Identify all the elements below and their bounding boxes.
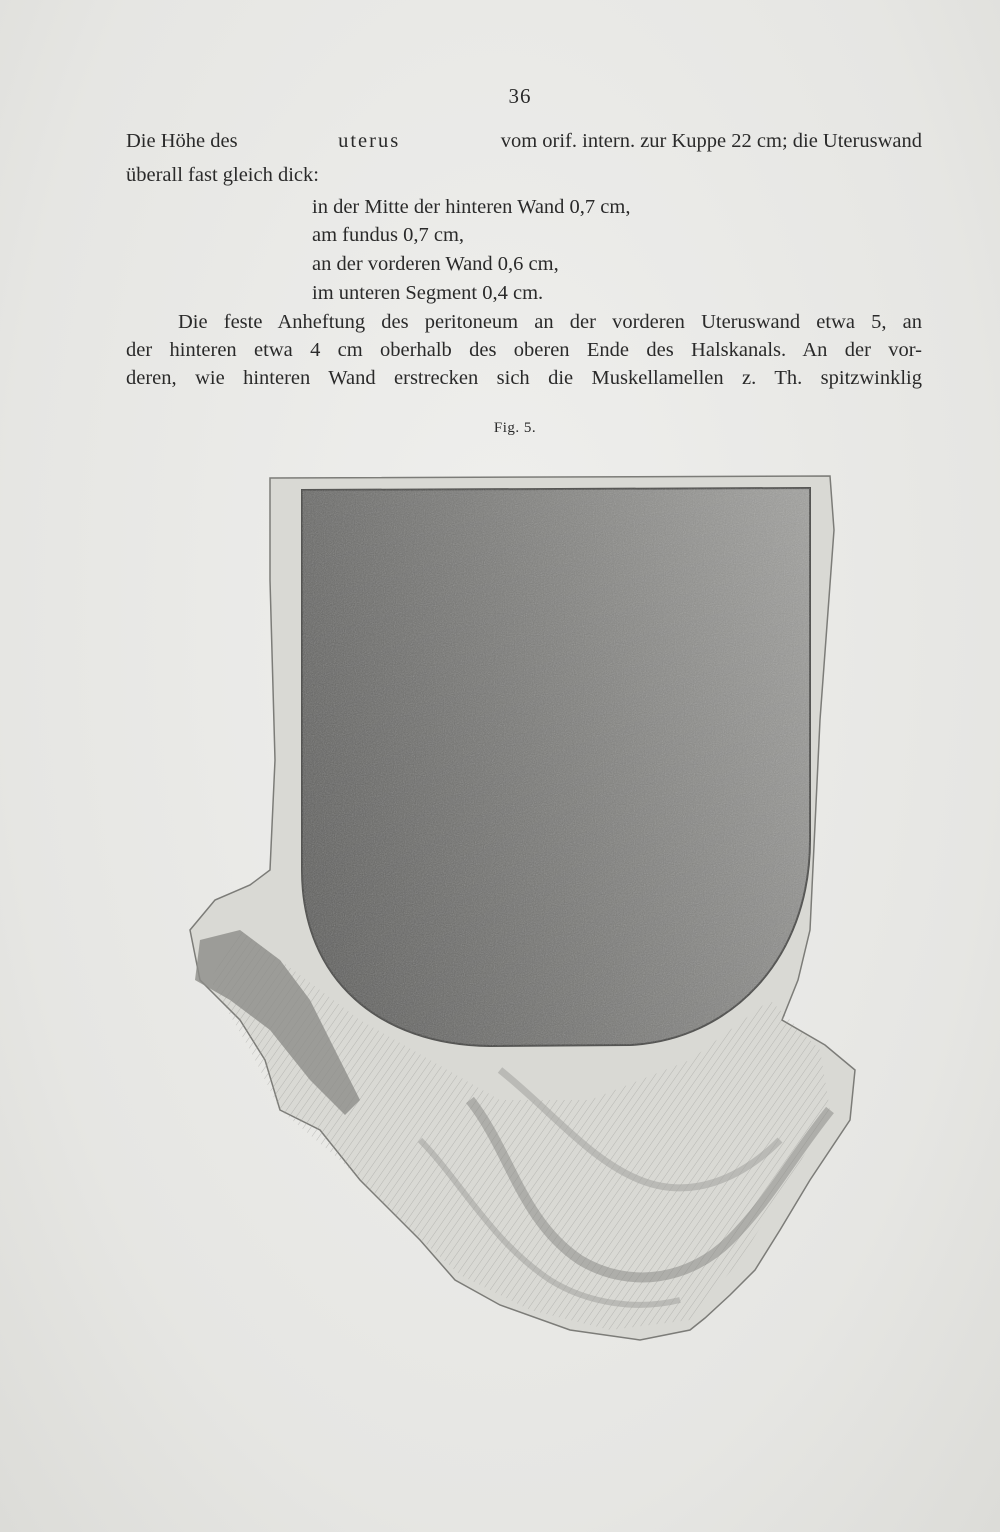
paragraph-line: deren, wie hinteren Wand erstrecken sich die Muskellamellen z. Th. spitzwinklig (126, 367, 922, 389)
page-number: 36 (508, 84, 532, 108)
text-fragment: vom orif. intern. zur Kuppe 22 cm; die Uteruswand (500, 130, 922, 152)
paragraph-line: Die feste Anheftung des peritoneum an der vorderen Uteruswand etwa 5, an (178, 311, 922, 333)
measurement-line: in der Mitte der hinteren Wand 0,7 cm, (312, 196, 631, 218)
measurement-line: im unteren Segment 0,4 cm. (312, 282, 544, 304)
measurement-line: am fundus 0,7 cm, (312, 224, 465, 246)
paragraph-line: überall fast gleich dick: (126, 164, 319, 186)
paragraph-line (126, 128, 922, 154)
figure-caption: Fig. 5. (493, 420, 537, 436)
paragraph-line: der hinteren etwa 4 cm oberhalb des oberen Ende des Halskanals. An der vor- (126, 339, 922, 361)
text-fragment: Die Höhe des (126, 130, 238, 152)
measurement-line: an der vorderen Wand 0,6 cm, (312, 253, 559, 275)
uterus-illustration (170, 460, 870, 1380)
emphasized-term: uterus (338, 130, 401, 152)
